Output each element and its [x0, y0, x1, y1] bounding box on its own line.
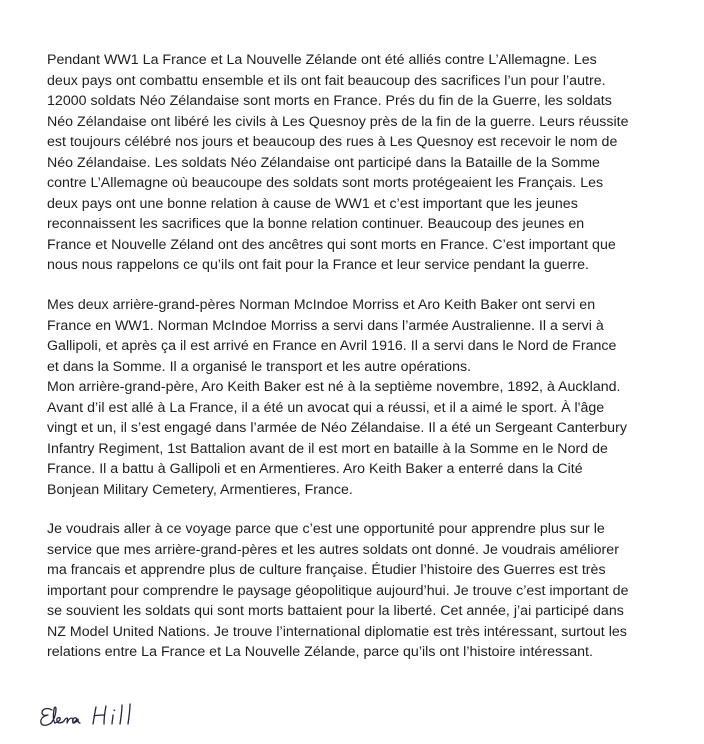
text-line: Gallipoli, et après ça il est arrivé en France en Avril 1916. Il a servi dans le Nord de France — [47, 338, 617, 354]
handwritten-signature — [38, 696, 158, 732]
text-line: Je voudrais aller à ce voyage parce que c’est une opportunité pour apprendre plus sur le — [47, 521, 605, 537]
text-line: France. Il a battu à Gallipoli et en Armentieres. Aro Keith Baker a enterré dans la Cité — [47, 461, 583, 477]
text-line: France et Nouvelle Zéland ont des ancêtres qui sont morts en France. C’est important que — [47, 236, 616, 253]
text-line: nous nous rappelons ce qu’ils ont fait pour la France et leur service pendant la guerre. — [47, 257, 589, 273]
text-line: se souvient les soldats qui sont morts battaient pour la liberté. Cet année, j’ai participé dans — [47, 603, 624, 619]
text-line: deux pays ont une bonne relation à cause de WW1 et c’est important que les jeunes — [47, 195, 578, 212]
text-line: NZ Model United Nations. Je trouve l’international diplomatie est très intéressant, surtout les — [47, 623, 627, 640]
text-line: Bonjean Military Cemetery, Armentieres, France. — [47, 481, 353, 498]
text-line: contre L’Allemagne où beaucoupe des soldats sont morts protégeaient les Français. Les — [47, 175, 604, 191]
text-line: Avant d’il est allé à La France, il a été un avocat qui a réussi, et il a aimé le sport. À l'âge — [47, 399, 605, 416]
text-line: Néo Zélandaise. Les soldats Néo Zélandaise ont participé dans la Bataille de la Somme — [47, 154, 600, 171]
text-line: Pendant WW1 La France et La Nouvelle Zélande ont été alliés contre L’Allemagne. Les — [47, 52, 597, 68]
text-line: France en WW1. Norman McIndoe Morriss a servi dans l’armée Australienne. Il a servi à — [47, 317, 604, 334]
paragraph-voyage-motivation — [47, 519, 687, 663]
text-line: est toujours célébré nos jours et beaucoup des rues à Les Quesnoy est recevoir le nom de — [47, 134, 618, 150]
text-line: ma francais et apprendre plus de culture française. Étudier l’histoire des Guerres est très — [47, 562, 606, 578]
paragraph-great-grandfathers — [47, 295, 687, 500]
text-line: important pour comprendre le paysage géopolitique aujourd’hui. Je trouve c’est important de — [47, 582, 629, 599]
text-line: relations entre La France et La Nouvelle Zélande, parce qu’ils ont l’histoire intéressant. — [47, 644, 593, 660]
text-line: et dans la Somme. Il a organisé le transport et les autre opérations. — [47, 358, 472, 375]
text-line: vingt et un, il s’est engagé dans l’armée de Néo Zélandaise. Il a été un Sergeant Canterbury — [47, 420, 627, 436]
text-line: Mon arrière-grand-père, Aro Keith Baker est né à la septième novembre, 1892, à Auckland. — [47, 379, 621, 395]
text-line: deux pays ont combattu ensemble et ils ont fait beaucoup des sacrifices l’un pour l’autre. — [47, 72, 606, 89]
text-line: reconnaissent les sacrifices que la bonne relation continuer. Beaucoup des jeunes en — [47, 216, 585, 232]
text-line: Infantry Regiment, 1st Battalion avant de il est mort en bataille à la Somme en le Nord de — [47, 440, 608, 457]
text-line: Mes deux arrière-grand-pères Norman McIndoe Morriss et Aro Keith Baker ont servi en — [47, 297, 596, 313]
text-line: 12000 soldats Néo Zélandaise sont morts en France. Prés du fin de la Guerre, les soldats — [47, 93, 612, 109]
text-line: service que mes arrière-grand-pères et les autres soldats ont donné. Je voudrais améliorer — [47, 541, 619, 558]
paragraph-ww1-alliance — [47, 50, 687, 276]
text-line: Néo Zélandaise ont libéré les civils à Les Quesnoy près de la fin de la guerre. Leurs réussite — [47, 113, 629, 130]
